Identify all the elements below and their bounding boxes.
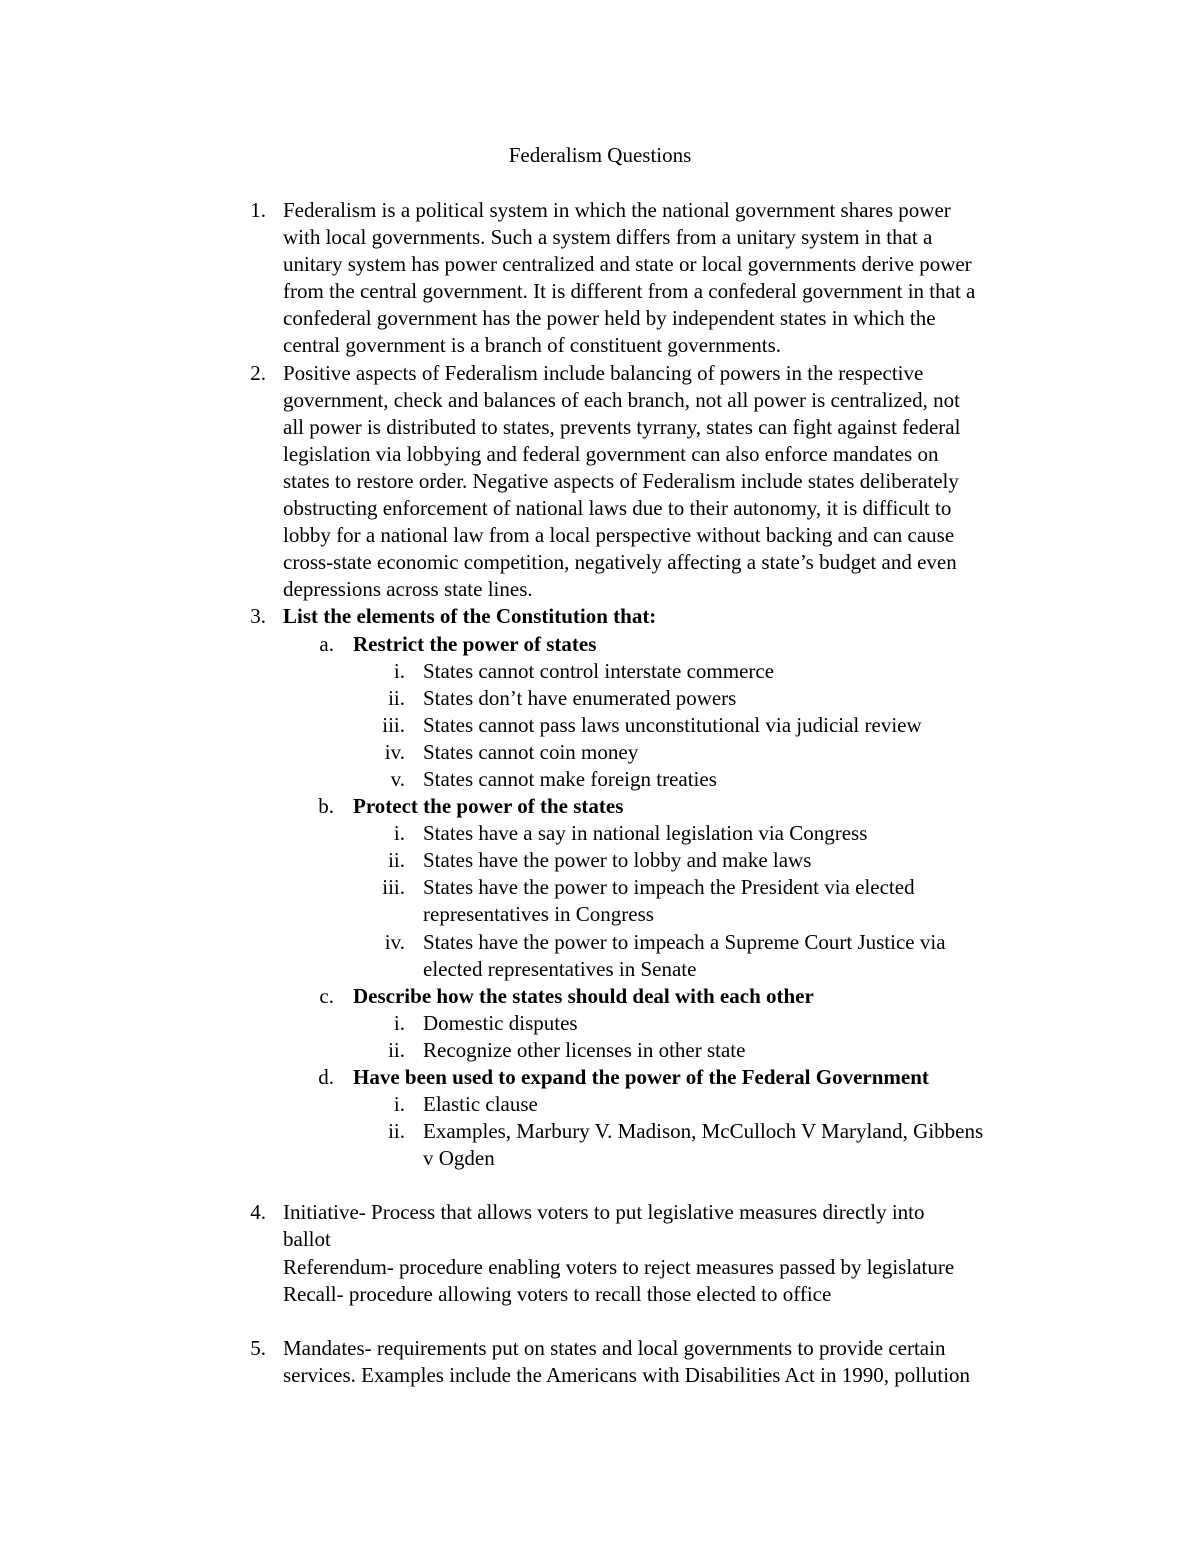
question-3d [0,1064,1200,1091]
text-line: States have the power to lobby and make laws [423,848,812,873]
list-item-text: States cannot pass laws unconstitutional via judicial review [423,712,922,737]
text-line: States have a say in national legislation via Congress [423,821,868,846]
list-item-text [423,874,1073,928]
list-item-text [423,1091,1073,1118]
text-line: central government is a branch of constituent governments. [283,333,782,358]
question-4-text [283,1199,1073,1307]
list-marker: 5. [250,1335,266,1360]
spacer [0,1172,1200,1199]
list-item-text: Domestic disputes [423,1010,578,1035]
question-2-text [283,360,1073,604]
list-item-text: Recognize other licenses in other state [423,1037,746,1062]
text-line: confederal government has the power held by independent states in which the [283,306,936,331]
list-marker: i. [393,821,405,846]
list-item [0,712,1200,739]
text-line: Recall- procedure allowing voters to recall those elected to office [283,1281,832,1306]
text-line: v Ogden [423,1146,495,1171]
text-line: Mandates- requirements put on states and local governments to provide certain [283,1335,946,1360]
list-item [0,847,1200,874]
text-line: States have the power to impeach a Supreme Court Justice via [423,929,946,954]
question-3a [0,631,1200,658]
list-item-text [423,929,1073,983]
list-item [0,739,1200,766]
list-item [0,1091,1200,1118]
question-4 [0,1199,1200,1307]
text-line: from the central government. It is different from a confederal government in that a [283,279,976,304]
list-item [0,658,1200,685]
question-5-text [283,1335,1073,1389]
question-3-heading: List the elements of the Constitution that: [283,604,657,629]
list-item [0,766,1200,793]
document-title: Federalism Questions [508,143,692,167]
text-line: lobby for a national law from a local perspective without backing and can cause [283,523,955,548]
question-1 [0,197,1200,360]
list-marker: ii. [388,1037,405,1062]
subheading: Protect the power of the states [353,794,624,819]
text-line: representatives in Congress [423,902,654,927]
list-item-text: States cannot control interstate commerce [423,658,775,683]
list-marker: 3. [250,604,266,629]
subheading: Describe how the states should deal with each other [353,983,814,1008]
list-marker: ii. [388,685,405,710]
text-line: services. Examples include the Americans with Disabilities Act in 1990, pollution [283,1362,971,1387]
text-line: obstructing enforcement of national laws due to their autonomy, it is difficult to [283,496,952,521]
list-marker: ii. [388,848,405,873]
question-3c [0,983,1200,1010]
text-line: elected representatives in Senate [423,956,697,981]
question-list [0,197,1200,1389]
text-line: Initiative- Process that allows voters to put legislative measures directly into [283,1200,925,1225]
text-line: with local governments. Such a system differs from a unitary system in that a [283,225,933,250]
text-line: Examples, Marbury V. Madison, McCulloch V Maryland, Gibbens [423,1119,984,1144]
list-marker: 4. [250,1200,266,1225]
list-item-text: States cannot make foreign treaties [423,766,717,791]
list-item [0,1010,1200,1037]
spacer [0,1308,1200,1335]
list-marker: iv. [384,739,405,764]
text-line: Federalism is a political system in which the national government shares power [283,198,951,222]
question-3b [0,793,1200,820]
text-line: government, check and balances of each branch, not all power is centralized, not [283,387,960,412]
list-item [0,820,1200,847]
subheading: Restrict the power of states [353,631,597,656]
list-item-text: States don’t have enumerated powers [423,685,737,710]
list-item [0,929,1200,983]
text-line: States have the power to impeach the President via elected [423,875,915,900]
list-marker: d. [318,1065,334,1089]
text-line: legislation via lobbying and federal government can also enforce mandates on [283,441,939,466]
list-item [0,1118,1200,1172]
text-line: depressions across state lines. [283,577,533,602]
list-marker: iii. [382,875,405,900]
list-item-text: States cannot coin money [423,739,639,764]
list-item-text [423,1118,1073,1172]
list-marker: c. [319,983,334,1008]
subheading: Have been used to expand the power of the Federal Government [353,1065,929,1089]
text-line: Positive aspects of Federalism include balancing of powers in the respective [283,360,924,385]
list-marker: b. [318,794,334,819]
list-item [0,685,1200,712]
text-line: all power is distributed to states, prevents tyrrany, states can fight against federal [283,414,961,439]
list-marker: v. [390,766,405,791]
list-marker: ii. [388,1119,405,1144]
text-line: Elastic clause [423,1092,538,1117]
text-line: cross-state economic competition, negatively affecting a state’s budget and even [283,550,957,575]
question-1-text [283,197,1073,360]
text-line: states to restore order. Negative aspects of Federalism include states deliberately [283,468,959,493]
list-item-text [423,847,1073,874]
list-item-text [423,820,1073,847]
list-marker: i. [393,1092,405,1117]
text-line: Referendum- procedure enabling voters to reject measures passed by legislature [283,1254,955,1279]
text-line: unitary system has power centralized and state or local governments derive power [283,252,972,277]
text-line: ballot [283,1227,331,1252]
list-marker: iv. [384,929,405,954]
question-3 [0,603,1200,630]
list-marker: i. [393,658,405,683]
list-item [0,1037,1200,1064]
list-marker: a. [319,631,334,656]
list-marker: iii. [382,712,405,737]
list-marker: 1. [250,198,266,222]
question-2 [0,360,1200,604]
question-5 [0,1335,1200,1389]
list-marker: i. [393,1010,405,1035]
list-marker: 2. [250,360,266,385]
list-item [0,874,1200,928]
